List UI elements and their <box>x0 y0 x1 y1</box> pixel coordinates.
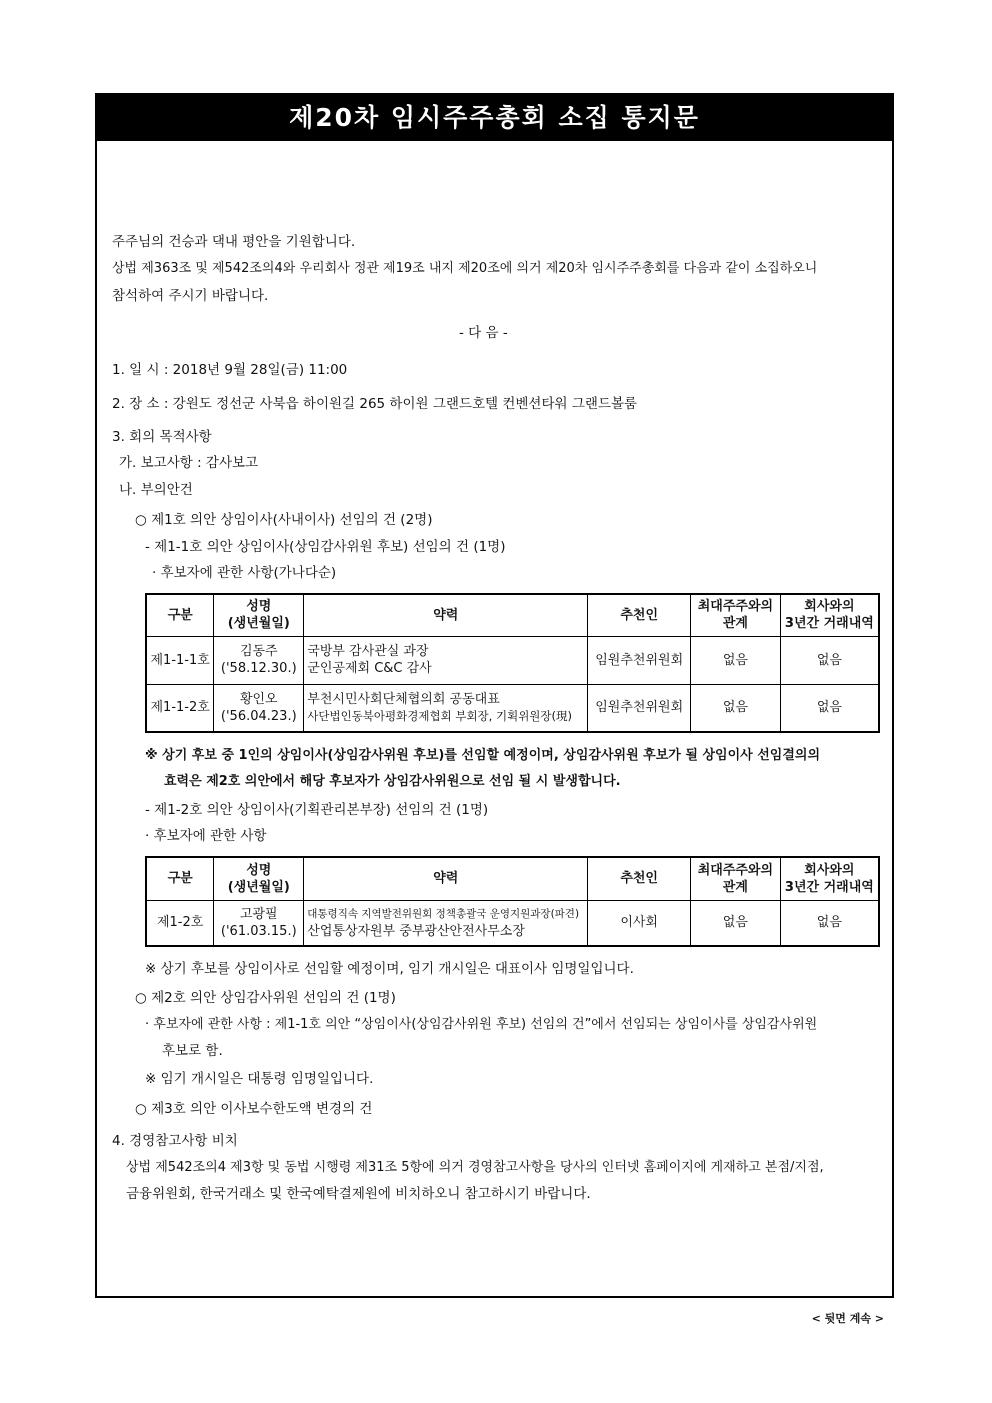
resolution-items: 나. 부의안건 <box>119 482 193 498</box>
header-name: 성명 (생년월일) <box>214 857 304 900</box>
agenda-1-2: - 제1-2호 의안 상임이사(기획관리본부장) 선임의 건 (1명) <box>145 802 489 818</box>
cell-relation: 없음 <box>691 684 781 732</box>
header-name: 성명 (생년월일) <box>214 594 304 636</box>
continued-footer: < 뒷면 계속 > <box>811 1312 884 1325</box>
cell-recommender: 이사회 <box>588 900 691 946</box>
cell-recommender: 임원추천위원회 <box>588 636 691 684</box>
candidate-info-1: · 후보자에 관한 사항(가나다순) <box>152 565 337 581</box>
header-career: 약력 <box>304 857 588 900</box>
item-place: 2. 장 소 : 강원도 정선군 사북읍 하이원길 265 하이원 그랜드호텔 컨벤션타워 그랜드볼룸 <box>112 396 638 412</box>
item-date: 1. 일 시 : 2018년 9월 28일(금) 11:00 <box>112 362 348 378</box>
notice-title: 제20차 임시주주총회 소집 통지문 <box>97 95 892 141</box>
note-2: ※ 상기 후보를 상임이사로 선임할 예정이며, 임기 개시일은 대표이사 임명일입니다. <box>145 961 634 977</box>
header-category: 구분 <box>146 857 214 900</box>
cell-name: 고광필 ('61.03.15.) <box>214 900 304 946</box>
table-header-row <box>146 594 879 636</box>
cell-category: 제1-1-1호 <box>146 636 214 684</box>
intro-line-1: 상법 제363조 및 제542조의4와 우리회사 정관 제19조 내지 제20조에 의거 제20차 임시주주총회를 다음과 같이 소집하오니 <box>112 261 818 276</box>
agenda-2-info-line-1: · 후보자에 관한 사항 : 제1-1호 의안 “상임이사(상임감사위원 후보) 선임의 건”에서 선임되는 상임이사를 상임감사위원 <box>145 1017 818 1032</box>
candidate-table-2 <box>145 856 880 947</box>
header-category: 구분 <box>146 594 214 636</box>
note-1-line-2: 효력은 제2호 의안에서 해당 후보자가 상임감사위원으로 선임 될 시 발생합니다. <box>164 774 621 789</box>
agenda-1-1: - 제1-1호 의안 상임이사(상임감사위원 후보) 선임의 건 (1명) <box>145 539 506 555</box>
header-recommender: 추천인 <box>588 857 691 900</box>
cell-career: 국방부 감사관실 과장 군인공제회 C&C 감사 <box>304 636 588 684</box>
note-1-line-1: ※ 상기 후보 중 1인의 상임이사(상임감사위원 후보)를 선임할 예정이며, 상임감사위원 후보가 될 상임이사 선임결의의 <box>145 748 821 763</box>
intro-line-2: 참석하여 주시기 바랍니다. <box>112 288 269 304</box>
reference-line-1: 상법 제542조의4 제3항 및 동법 시행령 제31조 5항에 의거 경영참고사항을 당사의 인터넷 홈페이지에 게재하고 본점/지점, <box>126 1160 824 1175</box>
cell-category: 제1-2호 <box>146 900 214 946</box>
cell-recommender: 임원추천위원회 <box>588 684 691 732</box>
table-row <box>146 900 879 946</box>
table-row <box>146 636 879 684</box>
cell-relation: 없음 <box>691 636 781 684</box>
header-trade: 회사와의 3년간 거래내역 <box>780 594 879 636</box>
da-eum-heading: - 다 음 - <box>459 325 508 341</box>
candidate-table-1 <box>145 593 880 733</box>
header-relation: 최대주주와의 관계 <box>691 594 781 636</box>
agenda-3: ○ 제3호 의안 이사보수한도액 변경의 건 <box>135 1101 373 1117</box>
table-row <box>146 684 879 732</box>
cell-name: 김동주 ('58.12.30.) <box>214 636 304 684</box>
table-header-row <box>146 857 879 900</box>
header-trade: 회사와의 3년간 거래내역 <box>780 857 879 900</box>
cell-trade: 없음 <box>780 636 879 684</box>
cell-trade: 없음 <box>780 684 879 732</box>
agenda-2: ○ 제2호 의안 상임감사위원 선임의 건 (1명) <box>135 990 396 1006</box>
greeting: 주주님의 건승과 댁내 평안을 기원합니다. <box>112 234 356 250</box>
agenda-2-info-line-2: 후보로 함. <box>162 1043 223 1059</box>
header-recommender: 추천인 <box>588 594 691 636</box>
header-career: 약력 <box>304 594 588 636</box>
reference-line-2: 금융위원회, 한국거래소 및 한국예탁결제원에 비치하오니 참고하시기 바랍니다. <box>126 1186 591 1202</box>
cell-name: 황인오 ('56.04.23.) <box>214 684 304 732</box>
cell-relation: 없음 <box>691 900 781 946</box>
cell-trade: 없음 <box>780 900 879 946</box>
candidate-info-2: · 후보자에 관한 사항 <box>145 828 267 844</box>
header-relation: 최대주주와의 관계 <box>691 857 781 900</box>
note-3: ※ 임기 개시일은 대통령 임명일입니다. <box>145 1071 374 1087</box>
item-agenda-heading: 3. 회의 목적사항 <box>112 429 212 445</box>
cell-career: 대통령직속 지역발전위원회 정책총괄국 운영지원과장(파견) 산업통상자원부 중부광산안전사무소장 <box>304 900 588 946</box>
item-reference: 4. 경영참고사항 비치 <box>112 1133 238 1149</box>
cell-career: 부천시민사회단체협의회 공동대표 사단법인동북아평화경제협회 부회장, 기획위원장(現) <box>304 684 588 732</box>
cell-category: 제1-1-2호 <box>146 684 214 732</box>
report-items: 가. 보고사항 : 감사보고 <box>119 455 259 471</box>
agenda-1: ○ 제1호 의안 상임이사(사내이사) 선임의 건 (2명) <box>135 512 433 528</box>
